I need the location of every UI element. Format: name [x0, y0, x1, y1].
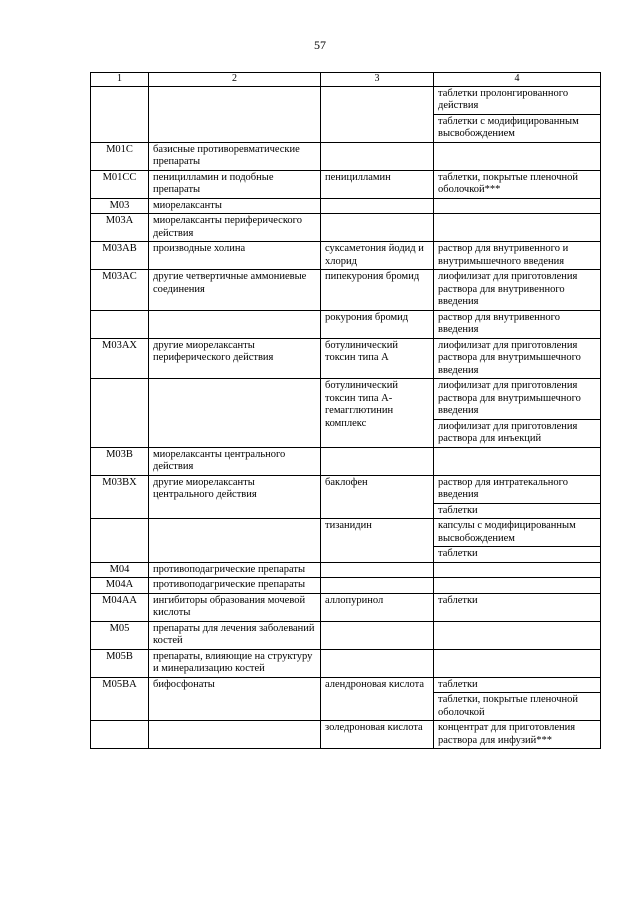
- table-row: [91, 142, 601, 170]
- table-row: [91, 593, 601, 621]
- group-name-cell: [149, 379, 321, 448]
- drug-name-cell: пипекурония бромид: [321, 270, 434, 311]
- group-name-cell: миорелаксанты: [149, 198, 321, 214]
- drug-name-cell: [321, 621, 434, 649]
- table-body: [91, 86, 601, 749]
- group-name-cell: [149, 86, 321, 142]
- drug-name-cell: тизанидин: [321, 519, 434, 563]
- dosage-forms-cell: [434, 578, 601, 594]
- dosage-forms-cell: [434, 142, 601, 170]
- dosage-forms-cell: [434, 447, 601, 475]
- header-col-3: 3: [321, 73, 434, 87]
- group-name-cell: базисные противоревматические препараты: [149, 142, 321, 170]
- dosage-form: лиофилизат для приготовления раствора для инъекций: [434, 419, 600, 447]
- table-row: [91, 214, 601, 242]
- group-name-cell: [149, 519, 321, 563]
- dosage-form: концентрат для приготовления раствора для инфузий***: [438, 722, 576, 746]
- atc-code-cell: M01C: [91, 142, 149, 170]
- atc-code-cell: [91, 721, 149, 749]
- drug-table: [90, 72, 601, 749]
- drug-name-cell: суксаметония йодид и хлорид: [321, 242, 434, 270]
- dosage-forms-cell: [434, 562, 601, 578]
- group-name-cell: препараты для лечения заболеваний костей: [149, 621, 321, 649]
- drug-name-cell: рокурония бромид: [321, 310, 434, 338]
- atc-code-cell: M04AA: [91, 593, 149, 621]
- group-name-cell: другие четвертичные аммониевые соединения: [149, 270, 321, 311]
- dosage-form: [434, 622, 600, 624]
- table-row: [91, 379, 601, 448]
- dosage-form: [434, 578, 600, 580]
- atc-code-cell: [91, 86, 149, 142]
- drug-name-cell: пеницилламин: [321, 170, 434, 198]
- dosage-form: лиофилизат для приготовления раствора для внутримышечного введения: [438, 339, 581, 376]
- drug-name-cell: баклофен: [321, 475, 434, 519]
- atc-code-cell: [91, 379, 149, 448]
- dosage-form: лиофилизат для приготовления раствора для внутримышечного введения: [438, 380, 581, 416]
- table-row: [91, 519, 601, 563]
- table-row: [91, 475, 601, 519]
- atc-code-cell: M03AC: [91, 270, 149, 311]
- drug-name-cell: [321, 562, 434, 578]
- dosage-forms-cell: [434, 170, 601, 198]
- table-row: [91, 649, 601, 677]
- group-name-cell: [149, 721, 321, 749]
- group-name-cell: миорелаксанты периферического действия: [149, 214, 321, 242]
- atc-code-cell: M04: [91, 562, 149, 578]
- dosage-form: [434, 563, 600, 565]
- atc-code-cell: M03AB: [91, 242, 149, 270]
- header-col-4: 4: [434, 73, 601, 87]
- group-name-cell: противоподагрические препараты: [149, 578, 321, 594]
- dosage-forms-cell: [434, 721, 601, 749]
- drug-name-cell: ботулинический токсин типа A: [321, 338, 434, 379]
- dosage-forms-cell: [434, 677, 601, 721]
- table-row: [91, 86, 601, 142]
- dosage-forms-cell: [434, 475, 601, 519]
- atc-code-cell: M03AX: [91, 338, 149, 379]
- atc-code-cell: M05: [91, 621, 149, 649]
- table-row: [91, 562, 601, 578]
- table-row: [91, 270, 601, 311]
- table-row: [91, 310, 601, 338]
- dosage-form: раствор для внутривенного и внутримышечного введения: [438, 243, 569, 267]
- dosage-forms-cell: [434, 310, 601, 338]
- group-name-cell: [149, 310, 321, 338]
- dosage-form: [434, 650, 600, 652]
- atc-code-cell: M05B: [91, 649, 149, 677]
- drug-name-cell: [321, 86, 434, 142]
- dosage-form: [434, 214, 600, 216]
- atc-code-cell: M03BX: [91, 475, 149, 519]
- dosage-form: капсулы с модифицированным высвобождением: [438, 520, 576, 544]
- table-row: [91, 242, 601, 270]
- dosage-form: раствор для интратекального введения: [438, 476, 568, 500]
- dosage-forms-cell: [434, 242, 601, 270]
- drug-name-cell: [321, 447, 434, 475]
- dosage-forms-cell: [434, 593, 601, 621]
- drug-name-cell: [321, 198, 434, 214]
- table-row: [91, 677, 601, 721]
- dosage-form: [434, 199, 600, 201]
- drug-name-cell: алендроновая кислота: [321, 677, 434, 721]
- atc-code-cell: M03B: [91, 447, 149, 475]
- dosage-form: таблетки: [438, 678, 478, 690]
- drug-name-cell: ботулинический токсин типа A-гемагглютинин комплекс: [321, 379, 434, 448]
- dosage-forms-cell: [434, 86, 601, 142]
- drug-name-cell: аллопуринол: [321, 593, 434, 621]
- dosage-form: таблетки: [438, 594, 478, 606]
- group-name-cell: производные холина: [149, 242, 321, 270]
- drug-name-cell: золедроновая кислота: [321, 721, 434, 749]
- table-row: [91, 578, 601, 594]
- dosage-forms-cell: [434, 270, 601, 311]
- dosage-forms-cell: [434, 198, 601, 214]
- drug-name-cell: [321, 649, 434, 677]
- drug-name-cell: [321, 214, 434, 242]
- table-row: [91, 721, 601, 749]
- table-row: [91, 621, 601, 649]
- dosage-form: [434, 143, 600, 145]
- dosage-form: таблетки: [434, 546, 600, 562]
- dosage-forms-cell: [434, 214, 601, 242]
- drug-name-cell: [321, 142, 434, 170]
- dosage-forms-cell: [434, 649, 601, 677]
- header-col-1: 1: [91, 73, 149, 87]
- dosage-form: таблетки: [434, 503, 600, 519]
- dosage-form: таблетки, покрытые пленочной оболочкой: [434, 692, 600, 720]
- group-name-cell: миорелаксанты центрального действия: [149, 447, 321, 475]
- group-name-cell: ингибиторы образования мочевой кислоты: [149, 593, 321, 621]
- table-row: [91, 170, 601, 198]
- group-name-cell: другие миорелаксанты периферического действия: [149, 338, 321, 379]
- group-name-cell: другие миорелаксанты центрального действия: [149, 475, 321, 519]
- drug-name-cell: [321, 578, 434, 594]
- atc-code-cell: M05BA: [91, 677, 149, 721]
- dosage-form: таблетки с модифицированным высвобождением: [434, 114, 600, 142]
- group-name-cell: бифосфонаты: [149, 677, 321, 721]
- dosage-form: таблетки, покрытые пленочной оболочкой***: [438, 171, 579, 195]
- dosage-forms-cell: [434, 379, 601, 448]
- dosage-form: раствор для внутривенного введения: [438, 311, 560, 335]
- header-col-2: 2: [149, 73, 321, 87]
- dosage-form: таблетки пролонгированного действия: [438, 87, 569, 111]
- table-header-row: [91, 73, 601, 87]
- dosage-forms-cell: [434, 338, 601, 379]
- table-row: [91, 198, 601, 214]
- dosage-forms-cell: [434, 519, 601, 563]
- group-name-cell: противоподагрические препараты: [149, 562, 321, 578]
- table-row: [91, 338, 601, 379]
- group-name-cell: препараты, влияющие на структуру и минерализацию костей: [149, 649, 321, 677]
- group-name-cell: пеницилламин и подобные препараты: [149, 170, 321, 198]
- atc-code-cell: [91, 519, 149, 563]
- atc-code-cell: M04A: [91, 578, 149, 594]
- dosage-forms-cell: [434, 621, 601, 649]
- table-row: [91, 447, 601, 475]
- dosage-form: лиофилизат для приготовления раствора для внутривенного введения: [438, 271, 578, 307]
- atc-code-cell: M03: [91, 198, 149, 214]
- dosage-form: [434, 448, 600, 450]
- page-number: 57: [314, 38, 326, 52]
- atc-code-cell: [91, 310, 149, 338]
- atc-code-cell: M03A: [91, 214, 149, 242]
- atc-code-cell: M01CC: [91, 170, 149, 198]
